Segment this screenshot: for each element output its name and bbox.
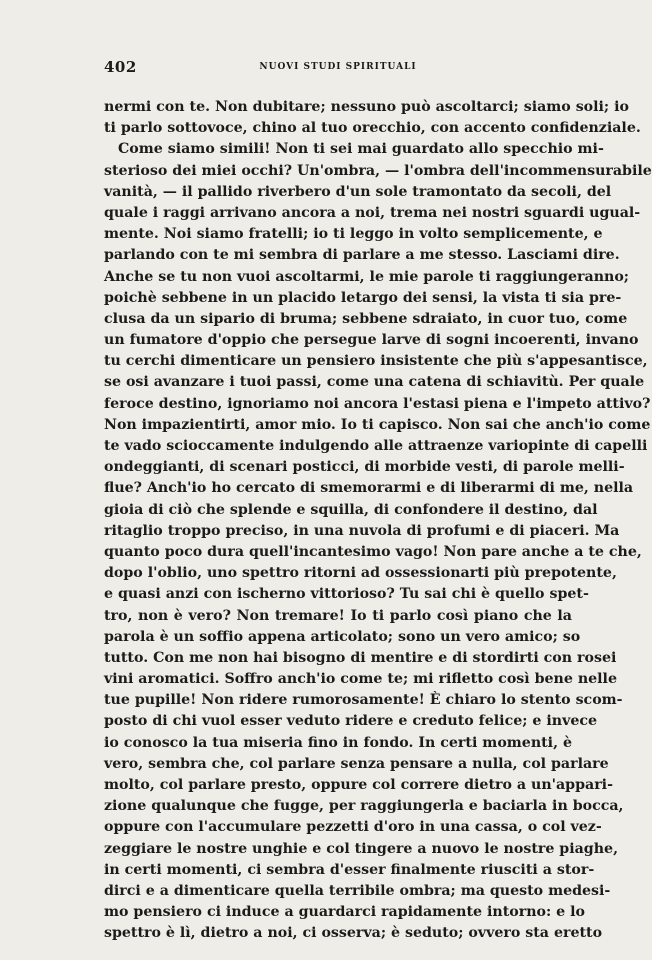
text-line: dirci e a dimenticare quella terribile ombra; ma questo medesi-: [104, 882, 611, 899]
text-line: tu cerchi dimenticare un pensiero insistente che più s'appesantisce,: [104, 353, 648, 370]
text-line: zeggiare le nostre unghie e col tingere a nuovo le nostre piaghe,: [104, 840, 619, 857]
text-line: vero, sembra che, col parlare senza pensare a nulla, col parlare: [104, 755, 609, 772]
text-line: io conosco la tua miseria fino in fondo. In certi momenti, è: [104, 734, 572, 751]
text-line: poichè sebbene in un placido letargo dei sensi, la vista ti sia pre-: [104, 289, 622, 306]
text-line: in certi momenti, ci sembra d'esser finalmente riusciti a stor-: [104, 861, 595, 878]
text-line: parlando con te mi sembra di parlare a me stesso. Lasciami dire.: [104, 247, 620, 264]
body-text: [104, 97, 652, 945]
text-line: zione qualunque che fugge, per raggiungerla e baciarla in bocca,: [104, 798, 624, 815]
text-line: tutto. Con me non hai bisogno di mentire e di stordirti con rosei: [104, 649, 617, 666]
text-line: e quasi anzi con ischerno vittorioso? Tu sai chi è quello spet-: [104, 586, 589, 603]
page-number: 402: [104, 58, 137, 76]
text-line: nermi con te. Non dubitare; nessuno può ascoltarci; siamo soli; io: [104, 99, 629, 115]
paragraph-start-line: Come siamo simili! Non ti sei mai guardato allo specchio mi-: [118, 141, 604, 158]
text-line: posto di chi vuol esser veduto ridere e creduto felice; e invece: [104, 713, 598, 730]
text-line: ti parlo sottovoce, chino al tuo orecchio, con accento confidenziale.: [104, 120, 641, 137]
text-line: feroce destino, ignoriamo noi ancora l'estasi piena e l'impeto attivo?: [104, 395, 651, 412]
text-line: tro, non è vero? Non tremare! Io ti parlo così piano che la: [104, 607, 572, 624]
text-line: flue? Anch'io ho cercato di smemorarmi e di liberarmi di me, nella: [104, 480, 634, 497]
text-line: quale i raggi arrivano ancora a noi, trema nei nostri sguardi ugual-: [104, 204, 641, 221]
text-line: te vado scioccamente indulgendo alle attraenze variopinte di capelli: [104, 438, 648, 454]
text-line: molto, col parlare presto, oppure col correre dietro a un'appari-: [104, 777, 613, 793]
text-line: gioia di ciò che splende e squilla, di confondere il destino, dal: [104, 501, 598, 518]
text-line: vini aromatici. Soffro anch'io come te; mi rifletto così bene nelle: [104, 671, 617, 688]
text-line: parola è un soffio appena articolato; sono un vero amico; so: [104, 628, 581, 645]
text-line: mente. Noi siamo fratelli; io ti leggo in volto semplicemente, e: [104, 226, 603, 243]
running-title: NUOVI STUDI SPIRITUALI: [259, 62, 417, 72]
text-line: sterioso dei miei occhi? Un'ombra, — l'ombra dell'incommensurabile: [104, 162, 652, 179]
text-line: vanità, — il pallido riverbero d'un sole tramontato da secoli, del: [104, 183, 612, 200]
text-line: mo pensiero ci induce a guardarci rapidamente intorno: e lo: [104, 904, 585, 921]
text-line: ondeggianti, di scenari posticci, di morbide vesti, di parole melli-: [104, 459, 625, 476]
text-line: spettro è lì, dietro a noi, ci osserva; è seduto; ovvero sta eretto: [104, 925, 603, 942]
text-line: oppure con l'accumulare pezzetti d'oro in una cassa, o col vez-: [104, 819, 602, 836]
text-line: Anche se tu non vuoi ascoltarmi, le mie parole ti raggiungeranno;: [104, 268, 630, 285]
text-line: tue pupille! Non ridere rumorosamente! È chiaro lo stento scom-: [104, 692, 623, 709]
text-line: dopo l'oblio, uno spettro ritorni ad ossessionarti più prepotente,: [104, 565, 617, 582]
text-line: se osi avanzare i tuoi passi, come una catena di schiavitù. Per quale: [104, 374, 645, 391]
page-header: [104, 56, 572, 84]
text-line: clusa da un sipario di bruma; sebbene sdraiato, in cuor tuo, come: [104, 310, 628, 327]
text-line: quanto poco dura quell'incantesimo vago! Non pare anche a te che,: [104, 543, 642, 560]
text-line: ritaglio troppo preciso, in una nuvola di profumi e di piaceri. Ma: [104, 522, 620, 539]
text-line: Non impazientirti, amor mio. Io ti capisco. Non sai che anch'io come: [104, 416, 651, 433]
text-line: un fumatore d'oppio che persegue larve di sogni incoerenti, invano: [104, 332, 639, 349]
